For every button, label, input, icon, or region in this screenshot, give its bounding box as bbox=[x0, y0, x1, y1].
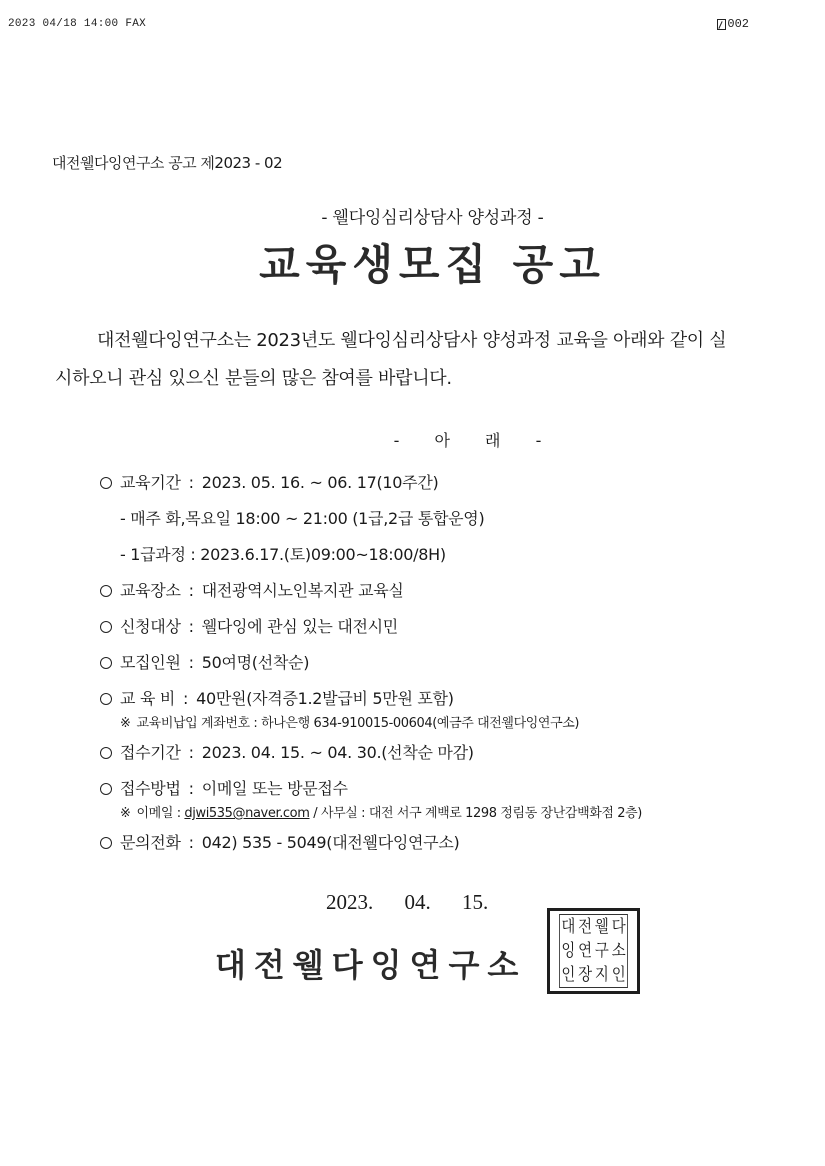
circle-bullet-icon bbox=[100, 621, 112, 633]
separator: : bbox=[188, 743, 194, 762]
fax-timestamp: 2023 04/18 14:00 FAX bbox=[8, 18, 147, 30]
detail-period-schedule: - 매주 화,목요일 18:00 ~ 21:00 (1급,2급 통합운영) bbox=[120, 509, 485, 528]
detail-value: 40만원(자격증1.2발급비 5만원 포함) bbox=[196, 689, 454, 708]
detail-value: 042) 535 - 5049(대전웰다잉연구소) bbox=[201, 833, 460, 852]
detail-application-period bbox=[100, 740, 750, 776]
seal-char: 연 bbox=[578, 940, 593, 961]
seal-char: 인 bbox=[611, 964, 626, 985]
detail-label: 신청대상 bbox=[120, 617, 181, 636]
seal-char: 웰 bbox=[594, 916, 609, 937]
circle-bullet-icon bbox=[100, 477, 112, 489]
separator: : bbox=[183, 689, 189, 708]
seal-char: 대 bbox=[561, 916, 576, 937]
separator: : bbox=[188, 473, 194, 492]
separator: : bbox=[188, 653, 194, 672]
email-label: 이메일 : bbox=[136, 806, 181, 821]
detail-value: 50여명(선착순) bbox=[201, 653, 310, 672]
below-marker: - 아 래 - bbox=[393, 431, 542, 450]
separator: : bbox=[188, 617, 194, 636]
seal-char: 지 bbox=[594, 964, 609, 985]
circle-bullet-icon bbox=[100, 747, 112, 759]
organization-signature: 대전웰다잉연구소 bbox=[215, 946, 527, 984]
detail-capacity bbox=[100, 650, 750, 686]
page-number-text: 002 bbox=[727, 17, 749, 31]
fee-account-text: 교육비납입 계좌번호 : 하나은행 634-910015-00604(예금주 대전웰다잉연구소) bbox=[136, 716, 580, 731]
detail-target bbox=[100, 614, 750, 650]
separator: : bbox=[188, 581, 194, 600]
separator: : bbox=[188, 833, 194, 852]
detail-label: 교육기간 bbox=[120, 473, 181, 492]
reference-mark-icon: ※ bbox=[120, 806, 131, 821]
seal-char: 소 bbox=[611, 940, 626, 961]
detail-label: 문의전화 bbox=[120, 833, 181, 852]
detail-label: 접수방법 bbox=[120, 779, 181, 798]
detail-period-level1: - 1급과정 : 2023.6.17.(토)09:00~18:00/8H) bbox=[120, 545, 446, 564]
application-contact-note bbox=[100, 802, 750, 830]
circle-bullet-icon bbox=[100, 657, 112, 669]
detail-label: 접수기간 bbox=[120, 743, 181, 762]
intro-paragraph bbox=[55, 322, 735, 398]
detail-contact bbox=[100, 830, 750, 866]
detail-period bbox=[100, 470, 750, 506]
detail-label: 모집인원 bbox=[120, 653, 181, 672]
circle-bullet-icon bbox=[100, 837, 112, 849]
seal-char: 장 bbox=[578, 964, 593, 985]
seal-char: 구 bbox=[594, 940, 609, 961]
detail-value: 2023. 05. 16. ~ 06. 17(10주간) bbox=[201, 473, 439, 492]
detail-label: 교 육 비 bbox=[120, 689, 176, 708]
fax-page-number bbox=[717, 17, 749, 31]
seal-char: 잉 bbox=[561, 940, 576, 961]
circle-bullet-icon bbox=[100, 783, 112, 795]
seal-characters bbox=[559, 914, 628, 988]
detail-value: 웰다잉에 관심 있는 대전시민 bbox=[201, 617, 398, 636]
notice-title: 교육생모집 공고 bbox=[259, 240, 606, 289]
notice-subtitle: - 웰다잉심리상담사 양성과정 - bbox=[321, 208, 544, 228]
fee-account-note bbox=[100, 712, 750, 740]
office-address: / 사무실 : 대전 서구 계백로 1298 정림동 장난감백화점 2층) bbox=[313, 806, 642, 821]
detail-label: 교육장소 bbox=[120, 581, 181, 600]
circle-bullet-icon bbox=[100, 585, 112, 597]
notice-number: 대전웰다잉연구소 공고 제2023 - 02 bbox=[52, 154, 283, 172]
circle-bullet-icon bbox=[100, 693, 112, 705]
email-link[interactable]: djwi535@naver.com bbox=[184, 806, 310, 821]
fax-page-icon bbox=[717, 19, 726, 30]
details-list bbox=[100, 470, 750, 866]
seal-char: 전 bbox=[578, 916, 593, 937]
reference-mark-icon: ※ bbox=[120, 716, 131, 731]
detail-value: 2023. 04. 15. ~ 04. 30.(선착순 마감) bbox=[201, 743, 474, 762]
detail-value: 이메일 또는 방문접수 bbox=[201, 779, 348, 798]
seal-char: 인 bbox=[561, 964, 576, 985]
seal-char: 다 bbox=[611, 916, 626, 937]
detail-venue bbox=[100, 578, 750, 614]
separator: : bbox=[188, 779, 194, 798]
detail-value: 대전광역시노인복지관 교육실 bbox=[201, 581, 404, 600]
official-seal-icon bbox=[547, 908, 640, 994]
intro-text: 대전웰다잉연구소는 2023년도 웰다잉심리상담사 양성과정 교육을 아래와 같이 실시하오니 관심 있으신 분들의 많은 참여를 바랍니다. bbox=[55, 330, 727, 389]
issue-date: 2023. 04. 15. bbox=[326, 890, 489, 914]
